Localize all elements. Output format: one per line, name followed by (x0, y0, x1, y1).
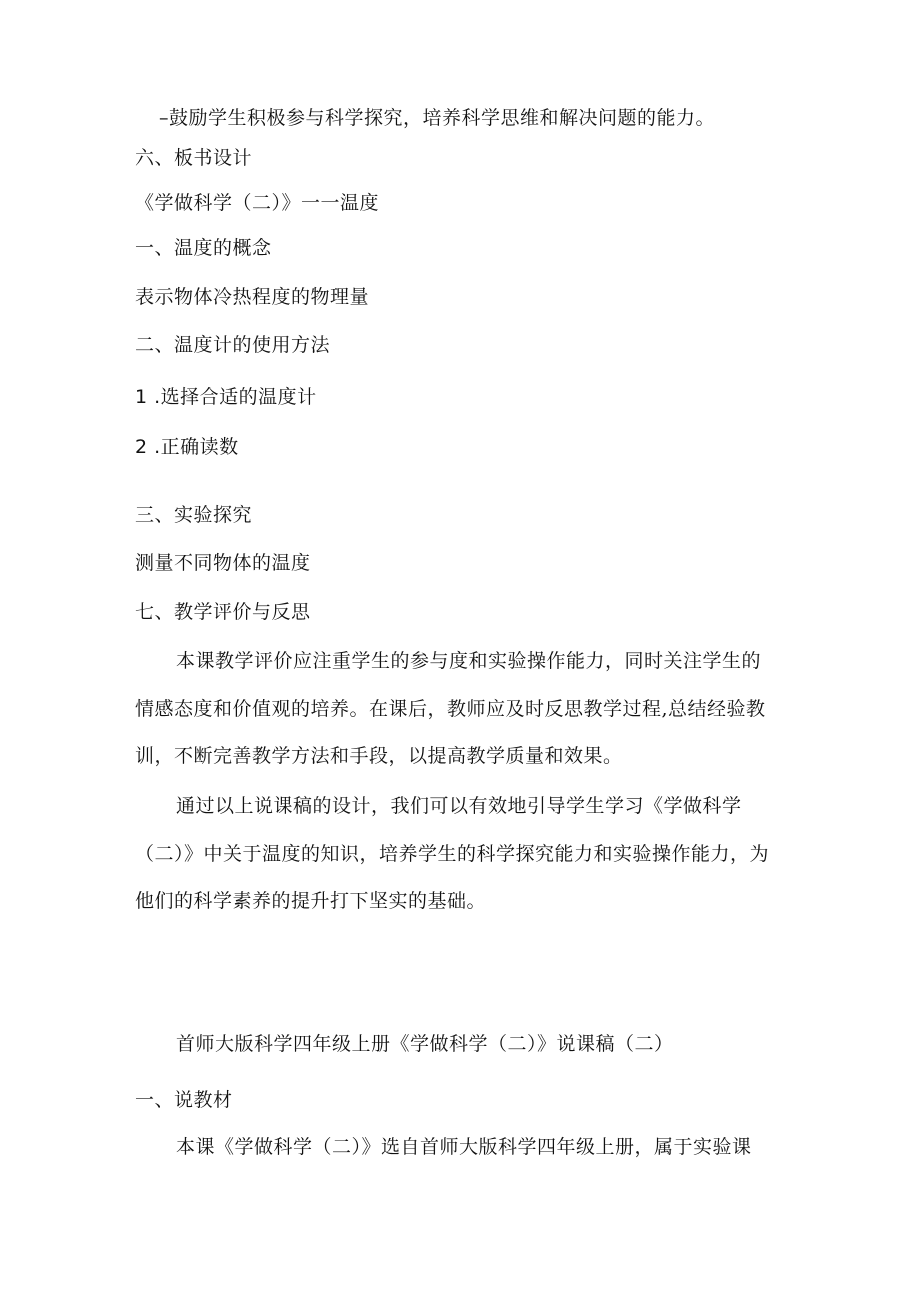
part2-item-1: 1 .选择合适的温度计 (135, 386, 317, 408)
part1-text: 表示物体冷热程度的物理量 (135, 286, 370, 308)
part3-heading: 三、实验探究 (135, 504, 253, 526)
section5-tail-text: –鼓励学生积极参与科学探究，培养科学思维和解决问题的能力。 (159, 107, 716, 129)
blackboard-title: 《学做科学（二）》一一温度 (135, 192, 380, 214)
part3-text: 测量不同物体的温度 (135, 552, 311, 574)
section7-para1-line3: 训，不断完善教学方法和手段，以提高教学质量和效果。 (135, 745, 623, 767)
section7-para2-line3: 他们的科学素养的提升打下坚实的基础。 (135, 890, 487, 912)
section7-para2-line2: （二）》中关于温度的知识，培养学生的科学探究能力和实验操作能力，为 (135, 843, 770, 865)
section7-para1-line2: 情感态度和价值观的培养。在课后，教师应及时反思教学过程,总结经验教 (135, 698, 766, 720)
section6-heading: 六、板书设计 (135, 147, 253, 169)
section7-para1-line1: 本课教学评价应注重学生的参与度和实验操作能力，同时关注学生的 (176, 650, 762, 672)
doc2-section1-text: 本课《学做科学（二）》选自首师大版科学四年级上册，属于实验课 (176, 1136, 752, 1158)
part2-heading: 二、温度计的使用方法 (135, 334, 331, 356)
doc2-section1-heading: 一、说教材 (135, 1089, 233, 1111)
part1-heading: 一、温度的概念 (135, 237, 272, 259)
section7-heading: 七、教学评价与反思 (135, 601, 311, 623)
doc2-title: 首师大版科学四年级上册《学做科学（二）》说课稿（二） (176, 1033, 674, 1055)
section7-para2-line1: 通过以上说课稿的设计，我们可以有效地引导学生学习《学做科学 (176, 795, 742, 817)
part2-item-2: 2 .正确读数 (135, 436, 239, 458)
